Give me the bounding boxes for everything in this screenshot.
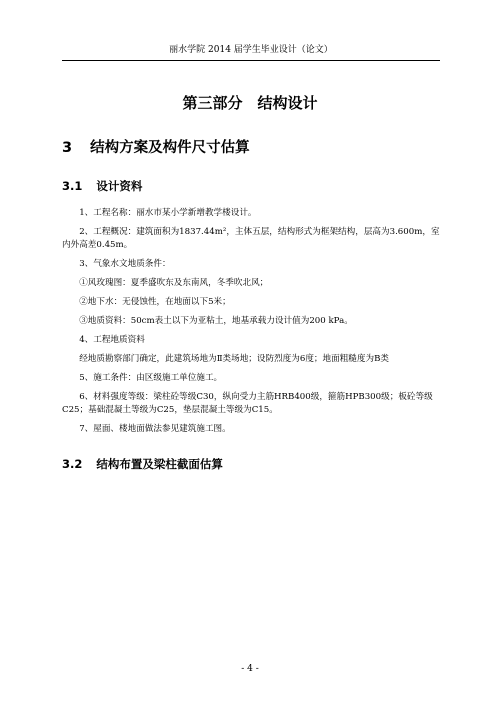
section-heading-3-2 [62,456,223,472]
paragraph: 3、气象水文地质条件： [79,259,171,269]
section-title-text: 结构布置及梁柱截面估算 [96,457,223,471]
section-heading-3-1 [62,178,142,194]
part-title: 第三部分 结构设计 [182,94,318,112]
section-title-text: 设计资料 [96,179,143,193]
paragraph: ①风玫瑰图：夏季盛吹东及东南风，冬季吹北风； [79,278,269,288]
page-header: 丽水学院 2014 届学生毕业设计（论文） [62,44,440,61]
section-number: 3.1 [62,179,83,193]
paragraph: 经地质勘察部门确定，此建筑场地为Ⅱ类场地；设防烈度为6度；地面粗糙度为B类 [79,354,390,364]
paragraph: 6、材料强度等级：梁柱砼等级C30，纵向受力主筋HRB400级，箍筋HPB300级；板砼等级C25；基础混凝土等级为C25，垫层混凝土等级为C15。 [62,392,433,415]
paragraph: ③地质资料：50cm表土以下为亚粘土，地基承载力设计值为200 kPa。 [79,316,353,326]
chapter-title [62,136,250,157]
paragraph: 7、屋面、楼地面做法参见建筑施工图。 [79,424,231,434]
chapter-number: 3 [62,140,73,156]
paragraph: 2、工程概况：建筑面积为1837.44m²，主体五层，结构形式为框架结构，层高为3.600m，室内外高差0.45m。 [62,227,440,250]
body-text [62,207,444,436]
chapter-title-text: 结构方案及构件尺寸估算 [90,140,250,156]
section-number: 3.2 [62,457,83,471]
paragraph: ②地下水：无侵蚀性，在地面以下5米； [79,297,231,307]
paragraph: 4、工程地质资料 [79,335,145,345]
page-number: - 4 - [241,664,259,674]
paragraph: 5、施工条件：由区级施工单位施工。 [79,373,223,383]
paragraph: 1、工程名称：丽水市某小学新增教学楼设计。 [79,208,257,218]
